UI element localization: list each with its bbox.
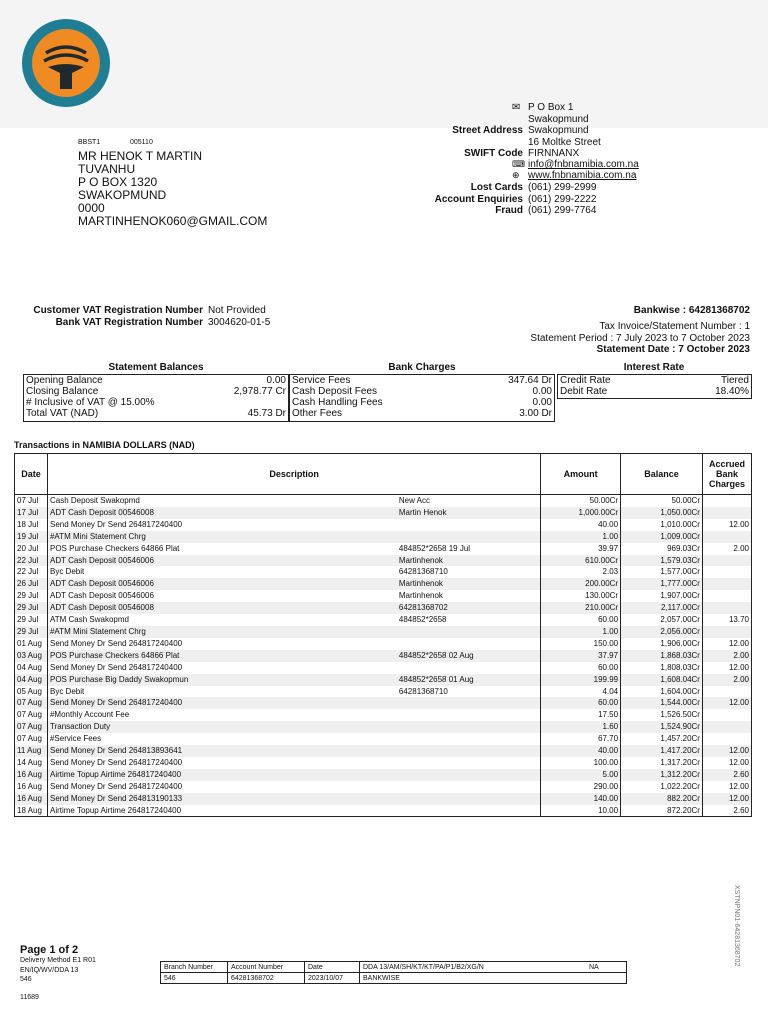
charge-row bbox=[290, 408, 554, 419]
tx-reference: New Acc bbox=[397, 495, 541, 507]
address-line: P O BOX 1320 bbox=[78, 175, 158, 189]
tx-date: 16 Aug bbox=[15, 793, 48, 805]
description-header: Description bbox=[47, 454, 540, 495]
tx-reference: 64281368710 bbox=[397, 686, 541, 698]
tx-reference: 484852*2658 01 Aug bbox=[397, 674, 541, 686]
po-line: P O Box 1 bbox=[528, 102, 574, 113]
tx-balance: 1,906.00Cr bbox=[621, 638, 703, 650]
table-row bbox=[15, 566, 752, 578]
address-line: 0000 bbox=[78, 201, 105, 215]
charges-box bbox=[289, 374, 555, 422]
tx-description: ADT Cash Deposit 00546006 bbox=[47, 590, 396, 602]
tx-description: ADT Cash Deposit 00546006 bbox=[47, 555, 396, 567]
tx-date: 29 Jul bbox=[15, 626, 48, 638]
balance-value: 0.00 bbox=[266, 375, 286, 386]
tx-balance: 2,056.00Cr bbox=[621, 626, 703, 638]
footer-code: EN/IQ/WV/DDA 13 bbox=[20, 967, 79, 974]
transactions-table bbox=[14, 453, 752, 817]
balance-key: # Inclusive of VAT @ 15.00% bbox=[26, 397, 155, 408]
address-line: MR HENOK T MARTIN bbox=[78, 149, 203, 163]
tx-balance: 1,417.20Cr bbox=[621, 745, 703, 757]
branch-code: 005110 bbox=[130, 139, 153, 146]
tx-description: #Service Fees bbox=[47, 733, 396, 745]
tx-accrued bbox=[702, 531, 751, 543]
tx-reference: Martinhenok bbox=[397, 578, 541, 590]
bank-web[interactable]: www.fnbnamibia.com.na bbox=[528, 170, 637, 181]
charge-row bbox=[290, 397, 554, 408]
balance-row bbox=[24, 408, 288, 419]
tx-description: ADT Cash Deposit 00546006 bbox=[47, 578, 396, 590]
table-row bbox=[15, 495, 752, 507]
tx-amount: 1.00 bbox=[541, 626, 621, 638]
tx-description: ADT Cash Deposit 00546008 bbox=[47, 602, 396, 614]
tx-reference bbox=[397, 697, 541, 709]
tx-reference: 484852*2658 19 Jul bbox=[397, 543, 541, 555]
tx-description: Send Money Dr Send 264817240400 bbox=[47, 638, 396, 650]
tx-description: #ATM Mini Statement Chrg bbox=[47, 626, 396, 638]
tx-accrued bbox=[702, 709, 751, 721]
tx-balance: 50.00Cr bbox=[621, 495, 703, 507]
date-header: Date bbox=[15, 454, 48, 495]
tx-date: 07 Jul bbox=[15, 495, 48, 507]
lost-cards-number: (061) 299-2999 bbox=[528, 182, 597, 193]
tx-reference bbox=[397, 662, 541, 674]
tx-date: 16 Aug bbox=[15, 769, 48, 781]
table-row bbox=[15, 733, 752, 745]
tx-date: 18 Aug bbox=[15, 805, 48, 817]
bbst-code: BBST1 bbox=[78, 139, 101, 146]
tx-date: 07 Aug bbox=[15, 721, 48, 733]
tx-balance: 2,057.00Cr bbox=[621, 614, 703, 626]
charge-value: 0.00 bbox=[532, 397, 552, 408]
address-line: TUVANHU bbox=[78, 162, 136, 176]
interest-key: Credit Rate bbox=[560, 375, 611, 386]
tx-balance: 1,009.00Cr bbox=[621, 531, 703, 543]
tx-description: Send Money Dr Send 264817240400 bbox=[47, 781, 396, 793]
bank-po-box bbox=[528, 102, 589, 125]
customer-vat-label: Customer VAT Registration Number bbox=[33, 305, 203, 316]
table-row bbox=[15, 793, 752, 805]
table-row bbox=[15, 650, 752, 662]
tx-date: 05 Aug bbox=[15, 686, 48, 698]
balance-row bbox=[24, 375, 288, 386]
tx-description: Transaction Duty bbox=[47, 721, 396, 733]
table-row bbox=[15, 590, 752, 602]
customer-address bbox=[78, 150, 267, 228]
tx-amount: 2.03 bbox=[541, 566, 621, 578]
bank-web-link[interactable] bbox=[528, 170, 636, 181]
table-row bbox=[15, 638, 752, 650]
tx-amount: 610.00Cr bbox=[541, 555, 621, 567]
tx-description: #ATM Mini Statement Chrg bbox=[47, 531, 396, 543]
tx-description: POS Purchase Checkers 64866 Plat bbox=[47, 650, 396, 662]
tx-amount: 199.99 bbox=[541, 674, 621, 686]
footer-value-row bbox=[161, 973, 627, 984]
tx-amount: 210.00Cr bbox=[541, 602, 621, 614]
table-row bbox=[15, 555, 752, 567]
charge-key: Other Fees bbox=[292, 408, 343, 419]
tx-date: 07 Aug bbox=[15, 709, 48, 721]
footer-cell: Account Number bbox=[228, 962, 305, 973]
tx-amount: 150.00 bbox=[541, 638, 621, 650]
tx-accrued: 12.00 bbox=[702, 793, 751, 805]
tx-reference: 64281368710 bbox=[397, 566, 541, 578]
tx-balance: 1,010.00Cr bbox=[621, 519, 703, 531]
tx-amount: 5.00 bbox=[541, 769, 621, 781]
tx-amount: 1.60 bbox=[541, 721, 621, 733]
tx-date: 01 Aug bbox=[15, 638, 48, 650]
tx-description: Byc Debit bbox=[47, 566, 396, 578]
tx-date: 29 Jul bbox=[15, 614, 48, 626]
tx-accrued: 12.00 bbox=[702, 662, 751, 674]
table-row bbox=[15, 543, 752, 555]
tx-description: POS Purchase Big Daddy Swakopmun bbox=[47, 674, 396, 686]
footer-cell: Branch Number bbox=[161, 962, 228, 973]
tx-balance: 1,868.03Cr bbox=[621, 650, 703, 662]
tx-accrued bbox=[702, 686, 751, 698]
street-line: Swakopmund bbox=[528, 125, 589, 136]
tx-date: 11 Aug bbox=[15, 745, 48, 757]
footer-table bbox=[160, 961, 627, 984]
tx-date: 16 Aug bbox=[15, 781, 48, 793]
tx-reference bbox=[397, 805, 541, 817]
tx-balance: 1,579.03Cr bbox=[621, 555, 703, 567]
tx-description: Byc Debit bbox=[47, 686, 396, 698]
bank-email-link[interactable] bbox=[528, 159, 639, 170]
table-row bbox=[15, 721, 752, 733]
table-row bbox=[15, 507, 752, 519]
balance-row bbox=[24, 397, 288, 408]
tx-amount: 60.00 bbox=[541, 662, 621, 674]
tx-amount: 60.00 bbox=[541, 697, 621, 709]
tx-accrued bbox=[702, 626, 751, 638]
balance-key: Opening Balance bbox=[26, 375, 103, 386]
interest-key: Debit Rate bbox=[560, 386, 608, 397]
tx-description: ADT Cash Deposit 00546008 bbox=[47, 507, 396, 519]
table-row bbox=[15, 745, 752, 757]
table-row bbox=[15, 662, 752, 674]
footer-cell: 2023/10/07 bbox=[305, 973, 360, 984]
balances-title: Statement Balances bbox=[108, 362, 204, 373]
tx-amount: 40.00 bbox=[541, 519, 621, 531]
mail-icon: ✉ bbox=[512, 102, 521, 113]
footer-cell bbox=[586, 973, 627, 984]
tx-reference bbox=[397, 793, 541, 805]
tx-balance: 1,608.04Cr bbox=[621, 674, 703, 686]
enquiries-label: Account Enquiries bbox=[434, 194, 523, 205]
page-number: Page 1 of 2 bbox=[20, 944, 79, 956]
bankwise-number: Bankwise : 64281368702 bbox=[633, 305, 750, 316]
interest-title: Interest Rate bbox=[623, 362, 685, 373]
footer-code-3: 11689 bbox=[20, 994, 39, 1001]
tx-reference: Martinhenok bbox=[397, 590, 541, 602]
charge-key: Cash Handling Fees bbox=[292, 397, 383, 408]
tx-reference: 64281368702 bbox=[397, 602, 541, 614]
email-icon: ⌨ bbox=[512, 159, 525, 169]
po-line: Swakopmund bbox=[528, 113, 589, 125]
tx-description: Send Money Dr Send 264813190133 bbox=[47, 793, 396, 805]
table-row bbox=[15, 781, 752, 793]
tx-amount: 50.00Cr bbox=[541, 495, 621, 507]
tx-accrued bbox=[702, 733, 751, 745]
table-row bbox=[15, 709, 752, 721]
tx-description: POS Purchase Checkers 64866 Plat bbox=[47, 543, 396, 555]
tx-date: 04 Aug bbox=[15, 662, 48, 674]
tx-reference bbox=[397, 519, 541, 531]
table-row bbox=[15, 519, 752, 531]
tx-balance: 1,544.00Cr bbox=[621, 697, 703, 709]
tx-date: 04 Aug bbox=[15, 674, 48, 686]
tx-description: Send Money Dr Send 264817240400 bbox=[47, 757, 396, 769]
tx-balance: 1,050.00Cr bbox=[621, 507, 703, 519]
tx-reference bbox=[397, 531, 541, 543]
table-row bbox=[15, 686, 752, 698]
tx-date: 26 Jul bbox=[15, 578, 48, 590]
footer-header-row bbox=[161, 962, 627, 973]
table-row bbox=[15, 697, 752, 709]
tx-amount: 60.00 bbox=[541, 614, 621, 626]
tx-amount: 17.50 bbox=[541, 709, 621, 721]
interest-value: 18.40% bbox=[715, 386, 749, 397]
tx-balance: 1,312.20Cr bbox=[621, 769, 703, 781]
tx-accrued: 12.00 bbox=[702, 757, 751, 769]
side-code: XSTNPN01-64281368702 bbox=[733, 885, 740, 967]
amount-header: Amount bbox=[541, 454, 621, 495]
tx-description: Send Money Dr Send 264817240400 bbox=[47, 662, 396, 674]
balance-row bbox=[24, 386, 288, 397]
tx-balance: 1,808.03Cr bbox=[621, 662, 703, 674]
tx-accrued bbox=[702, 602, 751, 614]
tx-balance: 1,777.00Cr bbox=[621, 578, 703, 590]
tx-accrued bbox=[702, 590, 751, 602]
charge-row bbox=[290, 386, 554, 397]
swift-label: SWIFT Code bbox=[464, 148, 523, 159]
transactions-body bbox=[15, 495, 752, 817]
tx-reference bbox=[397, 733, 541, 745]
tx-accrued: 12.00 bbox=[702, 638, 751, 650]
balance-value: 45.73 Dr bbox=[247, 408, 286, 419]
tx-reference: Martinhenok bbox=[397, 555, 541, 567]
customer-vat-value: Not Provided bbox=[208, 305, 266, 316]
street-line: 16 Moltke Street bbox=[528, 136, 601, 148]
tx-amount: 130.00Cr bbox=[541, 590, 621, 602]
tx-reference bbox=[397, 626, 541, 638]
charge-key: Cash Deposit Fees bbox=[292, 386, 378, 397]
fraud-number: (061) 299-7764 bbox=[528, 205, 597, 216]
tx-amount: 67.70 bbox=[541, 733, 621, 745]
fnb-logo bbox=[22, 19, 110, 107]
tx-reference bbox=[397, 709, 541, 721]
charge-key: Service Fees bbox=[292, 375, 351, 386]
tx-amount: 40.00 bbox=[541, 745, 621, 757]
balance-value: 2,978.77 Cr bbox=[233, 386, 286, 397]
tx-accrued: 12.00 bbox=[702, 781, 751, 793]
statement-period: Statement Period : 7 July 2023 to 7 October 2023 bbox=[530, 333, 750, 344]
tx-balance: 2,117.00Cr bbox=[621, 602, 703, 614]
tx-reference bbox=[397, 721, 541, 733]
bank-email[interactable]: info@fnbnamibia.com.na bbox=[528, 159, 639, 170]
tx-description: Send Money Dr Send 264817240400 bbox=[47, 519, 396, 531]
footer-code-2: 546 bbox=[20, 976, 32, 983]
customer-email: MARTINHENOK060@GMAIL.COM bbox=[78, 214, 268, 228]
tx-accrued bbox=[702, 495, 751, 507]
street-label: Street Address bbox=[452, 125, 523, 136]
table-row bbox=[15, 769, 752, 781]
bank-vat-label: Bank VAT Registration Number bbox=[55, 317, 203, 328]
tx-accrued bbox=[702, 578, 751, 590]
tx-date: 07 Aug bbox=[15, 733, 48, 745]
tx-amount: 140.00 bbox=[541, 793, 621, 805]
tx-accrued: 12.00 bbox=[702, 697, 751, 709]
charge-value: 0.00 bbox=[532, 386, 552, 397]
table-row bbox=[15, 674, 752, 686]
tx-balance: 1,577.00Cr bbox=[621, 566, 703, 578]
tx-date: 22 Jul bbox=[15, 555, 48, 567]
tx-amount: 290.00 bbox=[541, 781, 621, 793]
invoice-number: Tax Invoice/Statement Number : 1 bbox=[599, 321, 750, 332]
tx-description: Cash Deposit Swakopmd bbox=[47, 495, 396, 507]
table-row bbox=[15, 531, 752, 543]
tx-amount: 100.00 bbox=[541, 757, 621, 769]
tx-reference bbox=[397, 781, 541, 793]
tx-accrued bbox=[702, 555, 751, 567]
table-row bbox=[15, 805, 752, 817]
tx-amount: 200.00Cr bbox=[541, 578, 621, 590]
interest-row bbox=[558, 375, 751, 386]
tx-amount: 37.97 bbox=[541, 650, 621, 662]
interest-row bbox=[558, 386, 751, 397]
tree-icon bbox=[22, 19, 110, 107]
tx-description: ATM Cash Swakopmd bbox=[47, 614, 396, 626]
tx-amount: 1,000.00Cr bbox=[541, 507, 621, 519]
footer-cell: BANKWISE bbox=[360, 973, 587, 984]
table-row bbox=[15, 757, 752, 769]
address-line: SWAKOPMUND bbox=[78, 188, 167, 202]
globe-icon: ⊕ bbox=[512, 170, 520, 180]
tx-date: 17 Jul bbox=[15, 507, 48, 519]
tx-accrued: 2.00 bbox=[702, 543, 751, 555]
charges-title: Bank Charges bbox=[388, 362, 456, 373]
tx-amount: 39.97 bbox=[541, 543, 621, 555]
header-band bbox=[0, 0, 768, 128]
footer-cell: 546 bbox=[161, 973, 228, 984]
fraud-label: Fraud bbox=[495, 205, 523, 216]
tx-reference bbox=[397, 769, 541, 781]
tx-accrued: 13.70 bbox=[702, 614, 751, 626]
tx-description: #Monthly Account Fee bbox=[47, 709, 396, 721]
tx-amount: 1.00 bbox=[541, 531, 621, 543]
tx-reference: Martin Henok bbox=[397, 507, 541, 519]
tx-description: Airtime Topup Airtime 264817240400 bbox=[47, 805, 396, 817]
tx-accrued: 12.00 bbox=[702, 519, 751, 531]
tx-amount: 10.00 bbox=[541, 805, 621, 817]
balance-key: Closing Balance bbox=[26, 386, 99, 397]
table-header-row bbox=[15, 454, 752, 495]
tx-description: Send Money Dr Send 264817240400 bbox=[47, 697, 396, 709]
tx-accrued bbox=[702, 507, 751, 519]
tx-accrued: 2.60 bbox=[702, 769, 751, 781]
swift-code: FIRNNANX bbox=[528, 148, 580, 159]
tx-accrued: 2.60 bbox=[702, 805, 751, 817]
tx-balance: 882.20Cr bbox=[621, 793, 703, 805]
table-row bbox=[15, 578, 752, 590]
tx-balance: 1,317.20Cr bbox=[621, 757, 703, 769]
tx-date: 18 Jul bbox=[15, 519, 48, 531]
tx-date: 14 Aug bbox=[15, 757, 48, 769]
bank-vat-value: 3004620-01-5 bbox=[208, 317, 271, 328]
tx-reference: 484852*2658 02 Aug bbox=[397, 650, 541, 662]
lost-cards-label: Lost Cards bbox=[470, 182, 523, 193]
tx-reference bbox=[397, 745, 541, 757]
balance-key: Total VAT (NAD) bbox=[26, 408, 99, 419]
tx-date: 29 Jul bbox=[15, 590, 48, 602]
tx-balance: 1,022.20Cr bbox=[621, 781, 703, 793]
table-row bbox=[15, 614, 752, 626]
tx-date: 07 Aug bbox=[15, 697, 48, 709]
tx-date: 22 Jul bbox=[15, 566, 48, 578]
tx-reference bbox=[397, 757, 541, 769]
balance-header: Balance bbox=[621, 454, 703, 495]
charge-row bbox=[290, 375, 554, 386]
street-address bbox=[528, 125, 601, 148]
table-row bbox=[15, 602, 752, 614]
tx-balance: 1,907.00Cr bbox=[621, 590, 703, 602]
footer-cell: DDA 13/AM/SH/KT/KT/PA/P1/B2/XG/N bbox=[360, 962, 587, 973]
tx-balance: 1,526.50Cr bbox=[621, 709, 703, 721]
interest-box bbox=[557, 374, 752, 399]
tx-reference: 484852*2658 bbox=[397, 614, 541, 626]
tx-balance: 969.03Cr bbox=[621, 543, 703, 555]
tx-accrued bbox=[702, 566, 751, 578]
enquiries-number: (061) 299-2222 bbox=[528, 194, 597, 205]
tx-reference bbox=[397, 638, 541, 650]
tx-accrued: 2.00 bbox=[702, 674, 751, 686]
charge-value: 347.64 Dr bbox=[508, 375, 552, 386]
tx-date: 29 Jul bbox=[15, 602, 48, 614]
tx-date: 03 Aug bbox=[15, 650, 48, 662]
accrued-header: Accrued Bank Charges bbox=[702, 454, 751, 495]
delivery-method: Delivery Method E1 R01 bbox=[20, 957, 96, 964]
tx-balance: 1,524.90Cr bbox=[621, 721, 703, 733]
tx-description: Airtime Topup Airtime 264817240400 bbox=[47, 769, 396, 781]
balances-box bbox=[23, 374, 289, 422]
footer-cell: NA bbox=[586, 962, 627, 973]
footer-cell: Date bbox=[305, 962, 360, 973]
tx-accrued bbox=[702, 721, 751, 733]
table-row bbox=[15, 626, 752, 638]
tx-date: 19 Jul bbox=[15, 531, 48, 543]
interest-value: Tiered bbox=[721, 375, 749, 386]
tx-accrued: 2.00 bbox=[702, 650, 751, 662]
footer-cell: 64281368702 bbox=[228, 973, 305, 984]
tx-balance: 1,457.20Cr bbox=[621, 733, 703, 745]
tx-accrued: 12.00 bbox=[702, 745, 751, 757]
tx-date: 20 Jul bbox=[15, 543, 48, 555]
transactions-title: Transactions in NAMIBIA DOLLARS (NAD) bbox=[14, 440, 195, 450]
tx-balance: 1,604.00Cr bbox=[621, 686, 703, 698]
statement-date: Statement Date : 7 October 2023 bbox=[596, 344, 750, 355]
charge-value: 3.00 Dr bbox=[519, 408, 552, 419]
tx-amount: 4.04 bbox=[541, 686, 621, 698]
tx-balance: 872.20Cr bbox=[621, 805, 703, 817]
tx-description: Send Money Dr Send 264813893641 bbox=[47, 745, 396, 757]
